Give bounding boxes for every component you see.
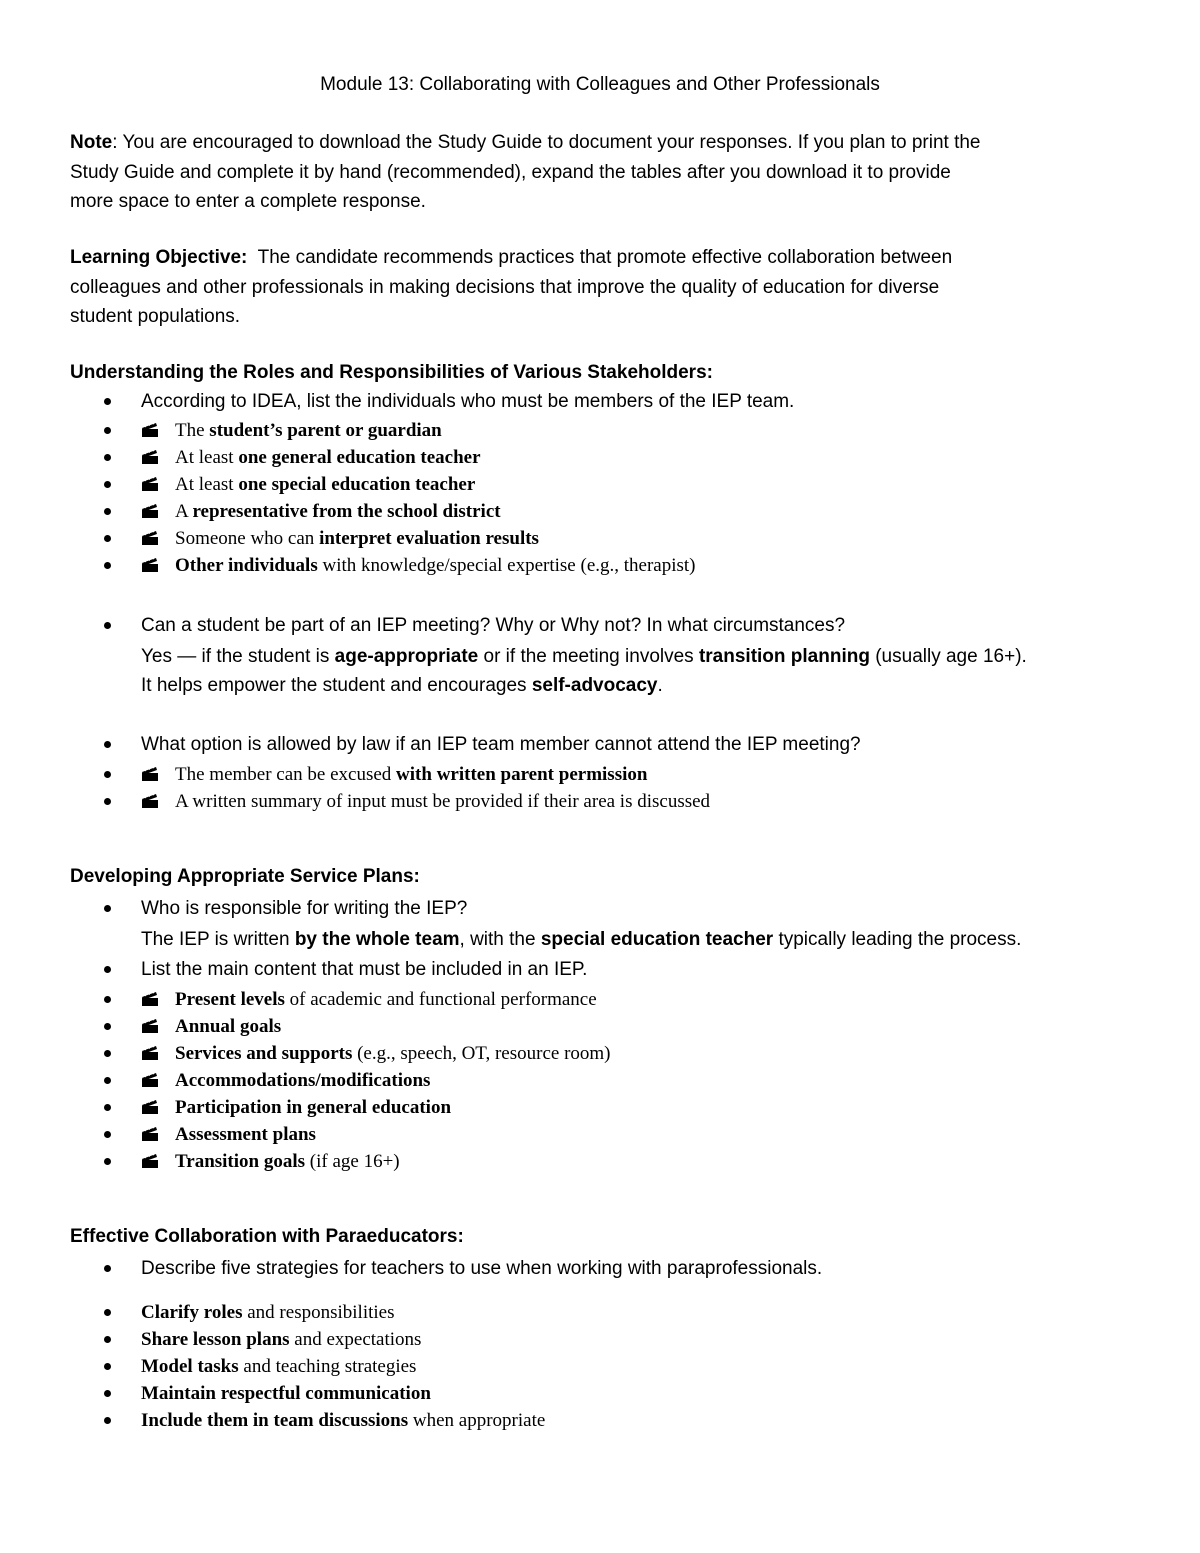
bullet-icon bbox=[104, 1122, 118, 1136]
clapperboard-icon bbox=[141, 1041, 165, 1067]
answer-who-writes-iep bbox=[141, 927, 1021, 953]
bullet-icon bbox=[104, 445, 118, 459]
list-item-bold: interpret evaluation results bbox=[319, 528, 539, 549]
objective-text-3: student populations. bbox=[70, 306, 241, 327]
clapperboard-icon bbox=[141, 445, 165, 471]
list-item bbox=[141, 1122, 316, 1148]
answer-bold: special education teacher bbox=[540, 929, 774, 950]
list-item bbox=[141, 1354, 416, 1380]
list-item-text: and teaching strategies bbox=[238, 1356, 417, 1377]
bullet-icon bbox=[104, 732, 118, 746]
bullet-icon bbox=[104, 1381, 118, 1395]
list-item-text: The member can be excused bbox=[175, 764, 397, 785]
bullet-icon bbox=[104, 526, 118, 540]
bullet-icon bbox=[104, 1014, 118, 1028]
objective-label: Learning Objective: bbox=[70, 247, 248, 268]
list-item-bold: Maintain respectful communication bbox=[141, 1383, 431, 1404]
list-item bbox=[141, 1014, 281, 1040]
list-item bbox=[141, 1381, 431, 1407]
list-item bbox=[141, 1300, 394, 1326]
answer-bold: self-advocacy bbox=[531, 675, 658, 696]
bullet-icon bbox=[104, 1327, 118, 1341]
list-item-text: with knowledge/special expertise (e.g., therapist) bbox=[317, 555, 696, 576]
list-item-bold: Annual goals bbox=[175, 1016, 282, 1037]
question-paraprofessional-strategies: Describe five strategies for teachers to use when working with paraprofessionals. bbox=[141, 1258, 823, 1279]
list-item bbox=[141, 526, 539, 552]
bullet-icon bbox=[104, 789, 118, 803]
bullet-icon bbox=[104, 896, 118, 910]
list-item bbox=[141, 1041, 611, 1067]
list-item bbox=[141, 1068, 430, 1094]
list-item-text: (e.g., speech, OT, resource room) bbox=[352, 1043, 611, 1064]
clapperboard-icon bbox=[141, 987, 165, 1013]
answer-text: Yes — if the student is bbox=[141, 646, 335, 667]
list-item-text: of academic and functional performance bbox=[284, 989, 597, 1010]
question-member-absent: What option is allowed by law if an IEP team member cannot attend the IEP meeting? bbox=[141, 734, 861, 755]
section-heading-paraeducators: Effective Collaboration with Paraeducators: bbox=[70, 1226, 464, 1247]
answer-text: , with the bbox=[459, 929, 541, 950]
list-item bbox=[141, 445, 481, 471]
list-item-bold: Assessment plans bbox=[175, 1124, 316, 1145]
answer-text: (usually age 16+). bbox=[869, 646, 1027, 667]
objective-paragraph bbox=[70, 243, 1140, 332]
note-text-3: more space to enter a complete response. bbox=[70, 191, 426, 212]
list-item-bold: Model tasks bbox=[141, 1356, 239, 1377]
bullet-icon bbox=[104, 1256, 118, 1270]
bullet-icon bbox=[104, 553, 118, 567]
answer-text: or if the meeting involves bbox=[478, 646, 699, 667]
list-item bbox=[141, 762, 647, 788]
list-item-bold: one general education teacher bbox=[238, 447, 481, 468]
clapperboard-icon bbox=[141, 472, 165, 498]
bullet-icon bbox=[104, 499, 118, 513]
bullet-icon bbox=[104, 389, 118, 403]
list-item-bold: Share lesson plans bbox=[141, 1329, 290, 1350]
note-paragraph bbox=[70, 128, 1140, 217]
list-item bbox=[141, 1095, 451, 1121]
list-item-bold: Other individuals bbox=[175, 555, 318, 576]
clapperboard-icon bbox=[141, 1095, 165, 1121]
bullet-icon bbox=[104, 957, 118, 971]
clapperboard-icon bbox=[141, 499, 165, 525]
list-item bbox=[141, 789, 710, 815]
bullet-icon bbox=[104, 762, 118, 776]
list-item bbox=[141, 1327, 421, 1353]
bullet-icon bbox=[104, 1149, 118, 1163]
clapperboard-icon bbox=[141, 762, 165, 788]
bullet-icon bbox=[104, 1068, 118, 1082]
list-item bbox=[141, 472, 475, 498]
section-heading-stakeholders: Understanding the Roles and Responsibilities of Various Stakeholders: bbox=[70, 362, 713, 383]
list-item-bold: Services and supports bbox=[175, 1043, 353, 1064]
question-student-at-iep: Can a student be part of an IEP meeting? Why or Why not? In what circumstances? bbox=[141, 615, 846, 636]
clapperboard-icon bbox=[141, 1122, 165, 1148]
list-item-text: The bbox=[175, 420, 210, 441]
note-text-1: : You are encouraged to download the Study Guide to document your responses. If you plan to print the bbox=[112, 132, 981, 153]
list-item-text: At least bbox=[175, 447, 239, 468]
note-label: Note bbox=[70, 132, 113, 153]
question-iep-members: According to IDEA, list the individuals who must be members of the IEP team. bbox=[141, 391, 795, 412]
clapperboard-icon bbox=[141, 1014, 165, 1040]
bullet-icon bbox=[104, 1354, 118, 1368]
bullet-icon bbox=[104, 613, 118, 627]
list-item-text: and expectations bbox=[289, 1329, 422, 1350]
list-item bbox=[141, 499, 501, 525]
list-item-text: Someone who can bbox=[175, 528, 320, 549]
list-item-bold: with written parent permission bbox=[396, 764, 648, 785]
clapperboard-icon bbox=[141, 1068, 165, 1094]
list-item-text: when appropriate bbox=[408, 1410, 546, 1431]
bullet-icon bbox=[104, 987, 118, 1001]
list-item-text: A bbox=[175, 501, 193, 522]
answer-text: It helps empower the student and encourages bbox=[141, 675, 532, 696]
list-item bbox=[141, 987, 597, 1013]
clapperboard-icon bbox=[141, 553, 165, 579]
bullet-icon bbox=[104, 1300, 118, 1314]
answer-bold: transition planning bbox=[698, 646, 870, 667]
bullet-icon bbox=[104, 1095, 118, 1109]
clapperboard-icon bbox=[141, 1149, 165, 1175]
answer-text: typically leading the process. bbox=[773, 929, 1022, 950]
bullet-icon bbox=[104, 1041, 118, 1055]
question-iep-content: List the main content that must be included in an IEP. bbox=[141, 959, 588, 980]
list-item-text: and responsibilities bbox=[242, 1302, 395, 1323]
list-item-text: At least bbox=[175, 474, 239, 495]
list-item-bold: student’s parent or guardian bbox=[209, 420, 442, 441]
note-text-2: Study Guide and complete it by hand (recommended), expand the tables after you download it to provide bbox=[70, 161, 951, 183]
list-item bbox=[141, 418, 442, 444]
list-item-bold: Accommodations/modifications bbox=[175, 1070, 431, 1091]
list-item bbox=[141, 1408, 545, 1434]
list-item-text: A written summary of input must be provided if their area is discussed bbox=[175, 791, 711, 812]
list-item-bold: Transition goals bbox=[175, 1151, 306, 1172]
list-item-bold: Participation in general education bbox=[175, 1097, 452, 1118]
list-item-bold: one special education teacher bbox=[238, 474, 476, 495]
list-item-text: (if age 16+) bbox=[305, 1151, 400, 1172]
answer-student-at-iep-line-1 bbox=[141, 644, 1027, 670]
answer-bold: by the whole team bbox=[294, 929, 460, 950]
bullet-icon bbox=[104, 1408, 118, 1422]
list-item-bold: Clarify roles bbox=[141, 1302, 243, 1323]
answer-student-at-iep-line-2 bbox=[141, 673, 663, 699]
clapperboard-icon bbox=[141, 526, 165, 552]
page-title: Module 13: Collaborating with Colleagues and Other Professionals bbox=[320, 74, 880, 95]
section-heading-service-plans: Developing Appropriate Service Plans: bbox=[70, 866, 420, 887]
clapperboard-icon bbox=[141, 418, 165, 444]
list-item-bold: Present levels bbox=[175, 989, 285, 1010]
question-who-writes-iep: Who is responsible for writing the IEP? bbox=[141, 898, 468, 919]
list-item-bold: Include them in team discussions bbox=[141, 1410, 409, 1431]
list-item-bold: representative from the school district bbox=[192, 501, 501, 522]
answer-text: . bbox=[657, 675, 663, 696]
clapperboard-icon bbox=[141, 789, 165, 815]
objective-text-1: The candidate recommends practices that promote effective collaboration between bbox=[257, 247, 953, 268]
list-item bbox=[141, 1149, 400, 1175]
bullet-icon bbox=[104, 472, 118, 486]
list-item bbox=[141, 553, 696, 579]
answer-text: The IEP is written bbox=[141, 929, 295, 950]
answer-bold: age-appropriate bbox=[334, 646, 479, 667]
bullet-icon bbox=[104, 418, 118, 432]
objective-text-2: colleagues and other professionals in making decisions that improve the quality of education for diverse bbox=[70, 276, 940, 298]
